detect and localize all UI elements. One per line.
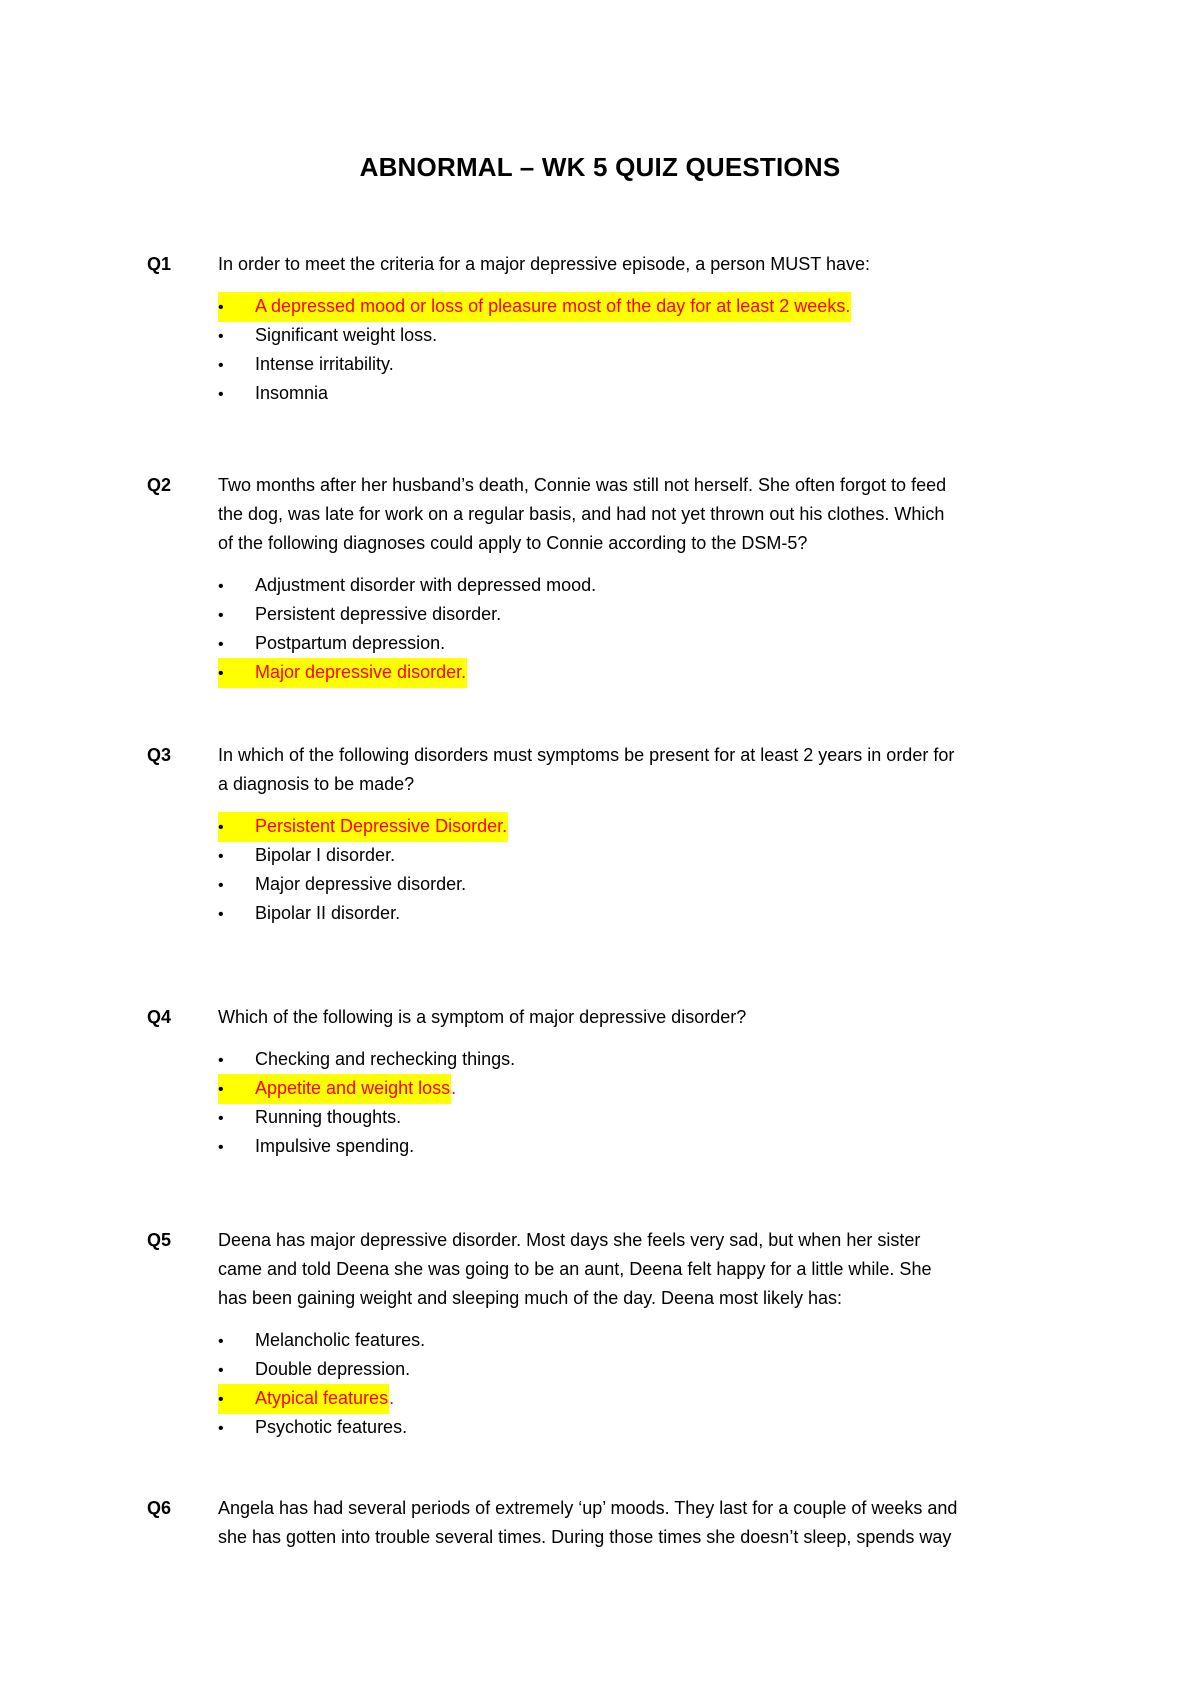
answer-option	[218, 1355, 425, 1384]
answer-option	[218, 841, 508, 870]
bullet-icon: •	[218, 877, 224, 894]
answer-option-text: Appetite and weight loss	[255, 1078, 451, 1098]
answer-option-correct	[218, 1074, 515, 1103]
answer-option-text: Insomnia	[255, 383, 329, 403]
answer-options	[218, 292, 851, 408]
answer-option-text: Intense irritability.	[255, 354, 394, 374]
answer-option-correct	[218, 292, 851, 321]
answer-option	[218, 870, 508, 899]
highlighted-answer	[218, 812, 508, 842]
bullet-icon: •	[218, 578, 224, 595]
answer-option-correct	[218, 812, 508, 841]
question-text-line: In order to meet the criteria for a major depressive episode, a person MUST have:	[218, 254, 870, 274]
bullet-icon: •	[218, 1391, 224, 1408]
answer-option-text: Persistent depressive disorder.	[255, 604, 502, 624]
bullet-icon: •	[218, 1081, 224, 1098]
question-text	[218, 471, 1063, 558]
answer-option	[218, 899, 508, 928]
question-text-line: of the following diagnoses could apply to Connie according to the DSM-5?	[218, 533, 808, 553]
answer-option-text: Persistent Depressive Disorder.	[255, 816, 508, 836]
answer-option-text: A depressed mood or loss of pleasure most of the day for at least 2 weeks.	[255, 296, 851, 316]
question-text-line: Two months after her husband’s death, Connie was still not herself. She often forgot to feed	[218, 475, 947, 495]
bullet-icon: •	[218, 1362, 224, 1379]
answer-option-text: Atypical features	[255, 1388, 389, 1408]
question-text	[218, 1494, 1063, 1552]
question-text-line: the dog, was late for work on a regular basis, and had not yet thrown out his clothes. Which	[218, 504, 945, 524]
answer-options	[218, 1326, 425, 1442]
answer-option	[218, 1132, 515, 1161]
answer-option-text: Checking and rechecking things.	[255, 1049, 516, 1069]
answer-option-text: Bipolar I disorder.	[255, 845, 396, 865]
bullet-icon: •	[218, 1110, 224, 1127]
bullet-icon: •	[218, 1052, 224, 1069]
answer-option-text: Running thoughts.	[255, 1107, 402, 1127]
answer-option-correct	[218, 658, 596, 687]
question-text	[218, 741, 1063, 799]
question-number: Q6	[147, 1498, 172, 1518]
bullet-icon: •	[218, 299, 224, 316]
question-number: Q5	[147, 1230, 172, 1250]
answer-option-text: Significant weight loss.	[255, 325, 438, 345]
highlighted-answer	[218, 1384, 389, 1414]
question-number: Q4	[147, 1007, 172, 1027]
question-text	[218, 1003, 1063, 1032]
bullet-icon: •	[218, 906, 224, 923]
answer-option-suffix: .	[389, 1388, 395, 1408]
answer-option	[218, 1045, 515, 1074]
document-title: ABNORMAL – WK 5 QUIZ QUESTIONS	[359, 152, 841, 182]
answer-options	[218, 812, 508, 928]
bullet-icon: •	[218, 848, 224, 865]
question-text	[218, 1226, 1063, 1313]
bullet-icon: •	[218, 357, 224, 374]
answer-option	[218, 379, 851, 408]
question-number: Q3	[147, 745, 172, 765]
bullet-icon: •	[218, 1139, 224, 1156]
highlighted-answer	[218, 1074, 451, 1104]
question-text	[218, 250, 1063, 279]
answer-option-text: Adjustment disorder with depressed mood.	[255, 575, 597, 595]
question-text-line: In which of the following disorders must symptoms be present for at least 2 years in order for	[218, 745, 955, 765]
question-number: Q2	[147, 475, 172, 495]
bullet-icon: •	[218, 386, 224, 403]
answer-options	[218, 1045, 515, 1161]
question-text-line: has been gaining weight and sleeping much of the day. Deena most likely has:	[218, 1288, 843, 1308]
question-number: Q1	[147, 254, 172, 274]
bullet-icon: •	[218, 1420, 224, 1437]
answer-option	[218, 1413, 425, 1442]
answer-option-suffix: .	[451, 1078, 457, 1098]
question-text-line: she has gotten into trouble several times. During those times she doesn’t sleep, spends way	[218, 1527, 952, 1547]
question-text-line: a diagnosis to be made?	[218, 774, 415, 794]
question-text-line: Angela has had several periods of extremely ‘up’ moods. They last for a couple of weeks and	[218, 1498, 958, 1518]
highlighted-answer	[218, 658, 467, 688]
answer-option	[218, 1326, 425, 1355]
answer-option-text: Bipolar II disorder.	[255, 903, 401, 923]
answer-option	[218, 1103, 515, 1132]
question-text-line: Which of the following is a symptom of major depressive disorder?	[218, 1007, 747, 1027]
answer-option-text: Major depressive disorder.	[255, 874, 467, 894]
answer-option-correct	[218, 1384, 425, 1413]
question-text-line: Deena has major depressive disorder. Most days she feels very sad, but when her sister	[218, 1230, 921, 1250]
bullet-icon: •	[218, 328, 224, 345]
bullet-icon: •	[218, 1333, 224, 1350]
answer-option	[218, 629, 596, 658]
answer-option-text: Melancholic features.	[255, 1330, 426, 1350]
bullet-icon: •	[218, 819, 224, 836]
answer-option	[218, 350, 851, 379]
bullet-icon: •	[218, 607, 224, 624]
answer-option-text: Impulsive spending.	[255, 1136, 415, 1156]
answer-option-text: Psychotic features.	[255, 1417, 408, 1437]
answer-option-text: Major depressive disorder.	[255, 662, 467, 682]
question-text-line: came and told Deena she was going to be an aunt, Deena felt happy for a little while. She	[218, 1259, 932, 1279]
answer-option	[218, 600, 596, 629]
highlighted-answer	[218, 292, 851, 322]
answer-option	[218, 571, 596, 600]
bullet-icon: •	[218, 665, 224, 682]
answer-option-text: Postpartum depression.	[255, 633, 446, 653]
answer-options	[218, 571, 596, 687]
bullet-icon: •	[218, 636, 224, 653]
answer-option	[218, 321, 851, 350]
answer-option-text: Double depression.	[255, 1359, 411, 1379]
